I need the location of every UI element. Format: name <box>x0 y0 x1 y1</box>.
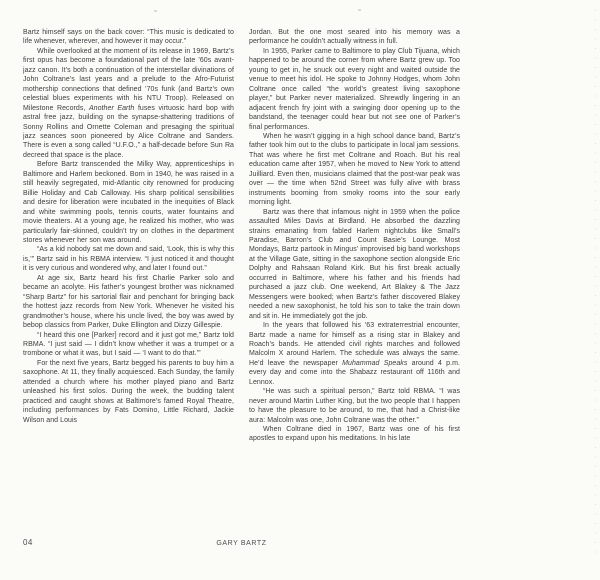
scan-speck <box>154 10 157 12</box>
text-run: Bartz himself says on the back cover: “This music is dedicated to life whenever, wherever, and however it may occur.” <box>23 29 234 46</box>
text-run: In the years that followed his ’63 extraterrestrial encounter, Bartz made a name for himself as a rising star in Blakey and Roach’s bands. He attended civil rights marches and followed Malcolm X around Harlem. The schedule was always the same. He’d leave the newspaper <box>249 322 460 367</box>
paragraph <box>23 245 234 273</box>
paragraph <box>249 28 460 47</box>
text-run: At age six, Bartz heard his first Charlie Parker solo and became an acolyte. His father’s youngest brother was nicknamed “Sharp Bartz” for his sartorial flair and penchant for bringing back the hottest jazz records from New York. Whenever he visited his grandmother’s house, where his uncle lived, the boy was awed by bebop classics from Parker, Duke Ellington and Dizzy Gillespie. <box>23 274 234 330</box>
article-column-left <box>23 28 234 517</box>
paragraph <box>23 160 234 245</box>
scan-edge-artifact <box>595 10 597 555</box>
text-run: When he wasn’t gigging in a high school dance band, Bartz’s father took him out to the clubs to participate in local jam sessions. That was where he first met Coltrane and Roach. But his real education came after 1957, when he moved to New York to attend Juilliard. Even then, musicians claimed that the post-war peak was over — the time when 52nd Street was fully alive with brass instruments booming from smoky rooms into the sour early morning light. <box>249 132 460 207</box>
text-run: around 4 p.m. every day and come into the Shabazz restaurant off 116th and Lennox. <box>249 359 460 386</box>
text-run: When Coltrane died in 1967, Bartz was one of his first apostles to expand upon his meditations. In his late <box>249 426 460 443</box>
paragraph <box>23 28 234 47</box>
text-run: In 1955, Parker came to Baltimore to play Club Tijuana, which happened to be around the corner from where Bartz grew up. Too young to get in, he snuck out every night and waited outside the venue to meet his idol. He spoke to Johnny Hodges, whom John Coltrane once called “the world’s greatest living saxophone player,” but Parker never materialized. Shrewdly lingering in an adjacent french fry joint with a swinging door opening up to the bandstand, the teenager could hear but not see one of Parker’s final performances. <box>249 47 460 131</box>
running-title: GARY BARTZ <box>216 539 267 547</box>
italic-text-run: Another Earth <box>88 104 135 112</box>
paragraph <box>249 132 460 208</box>
paragraph <box>23 359 234 425</box>
paragraph <box>23 47 234 160</box>
paragraph <box>249 208 460 321</box>
text-run: Jordan. But the one most seared into his memory was a performance he couldn’t actually witness in full. <box>249 29 460 46</box>
text-run: Before Bartz transcended the Milky Way, apprenticeships in Baltimore and Harlem beckoned. Born in 1940, he was raised in a still heavily segregated, mid-Atlantic city renowned for producing Billie Holiday and Cab Calloway. His sharp political sensibilities and desire for liberation were incubated in the inequities of Black and white swimming pools, tennis courts, water fountains and movie theaters. At a young age, he realized his mother, who was particularly fair-skinned, couldn’t try on clothes in the department stores whenever her son was around. <box>23 161 234 244</box>
paragraph <box>23 274 234 331</box>
scan-speck <box>358 9 361 11</box>
text-run: “As a kid nobody sat me down and said, ‘Look, this is why this is,’” Bartz said in his RBMA interview. “I just noticed it and thought it is very curious and wondered why, and later I found out.” <box>23 246 234 273</box>
page-number: 04 <box>23 538 33 547</box>
text-run: Bartz was there that infamous night in 1959 when the police assaulted Miles Davis at Birdland. He absorbed the dazzling strains emanating from fabled Harlem nightclubs like Small’s Paradise, Barron’s Club and Count Basie’s Lounge. Most Mondays, Bartz partook in Mingus’ improvised big band workshops at the Village Gate, sitting in the saxophone section alongside Eric Dolphy and Rahsaan Roland Kirk. But his first break actually occurred in Baltimore, where his father and his friends had purchased a jazz club. One weekend, Art Blakey & The Jazz Messengers were booked; when Bartz’s father discovered Blakey needed a new saxophonist, he told his son to take the train down and sit in. He immediately got the job. <box>249 208 460 320</box>
italic-text-run: Muhammad Speaks <box>342 359 408 367</box>
text-run: fuses virtuosic hard bop with astral free jazz, building on the synapse-shattering traditions of Sonny Rollins and Ornette Coleman and presaging the spiritual jazz seances soon pioneered by Alice Coltrane and Sanders. There is even a song called “U.F.O.,” a half-decade before Sun Ra decreed that space is the place. <box>23 104 234 159</box>
text-run: “I heard this one [Parker] record and it just got me,” Bartz told RBMA. “I just said — I didn’t know whether it was a trumpet or a trombone or what it was, but I said — ‘I want to do that.’” <box>23 331 234 358</box>
article-body <box>23 28 460 517</box>
paragraph <box>249 321 460 387</box>
text-run: “He was such a spiritual person,” Bartz told RBMA. “I was never around Martin Luther King, but the two people that I happen to have the pleasure to be around, to me, that had a Christ-like aura: Malcolm was one, John Coltrane was the other.” <box>249 388 460 424</box>
paragraph <box>249 47 460 132</box>
text-run: For the next five years, Bartz begged his parents to buy him a saxophone. At 11, they finally acquiesced. Each Sunday, the family attended a church where his mother played piano and Bartz unleashed his first solos. During the week, the budding talent practiced and caught shows at Baltimore’s famed Royal Theatre, including performances by Fats Domino, Little Richard, Jackie Wilson and Louis <box>23 359 234 424</box>
paragraph <box>249 387 460 425</box>
text-run: While overlooked at the moment of its release in 1969, Bartz’s first opus has become a foundational part of the late ’60s avant-jazz canon. It’s both a continuation of the interstellar divinations of John Coltrane’s last years and a prelude to the Afro-Futurist mothership connections that defined ’70s funk (and Bartz’s own celestial blues experiments with his NTU Troop). Released on Milestone Records, <box>23 47 234 112</box>
article-column-right <box>249 28 460 517</box>
paragraph <box>249 425 460 444</box>
paragraph <box>23 331 234 359</box>
